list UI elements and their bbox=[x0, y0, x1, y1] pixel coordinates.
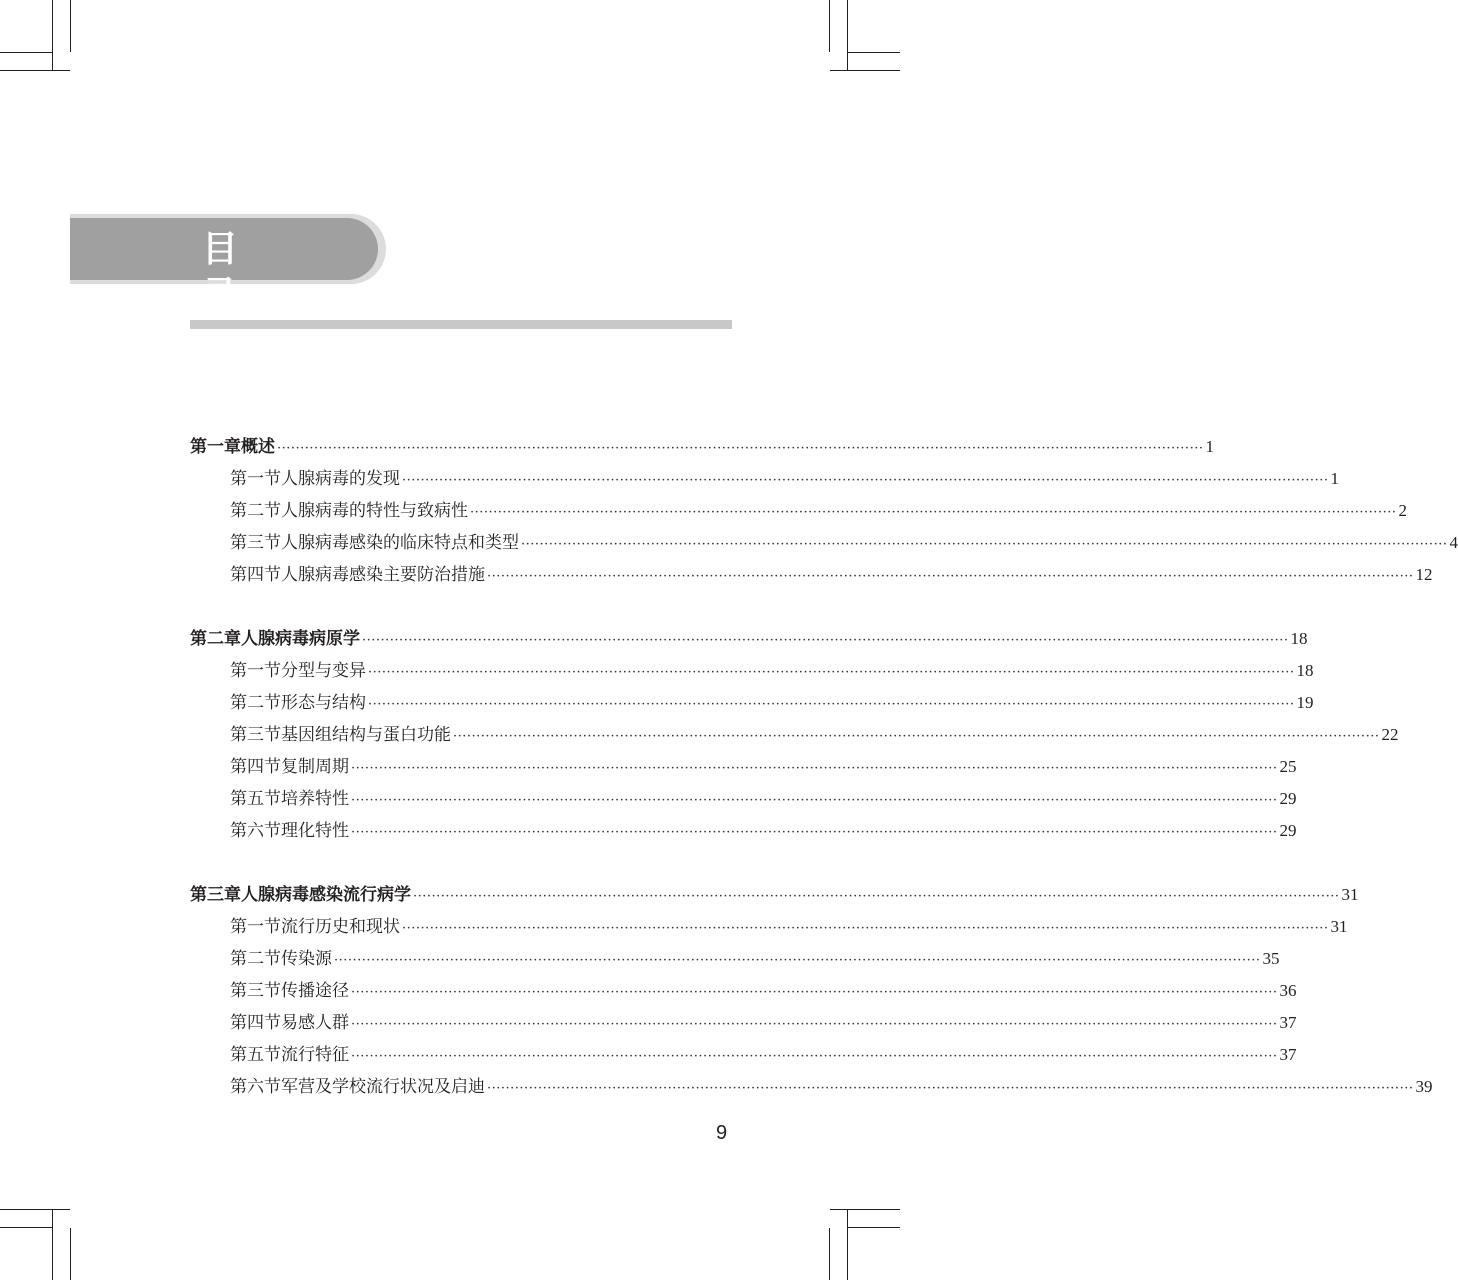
leader-dots: ········································································································································································································ bbox=[277, 441, 1204, 456]
leader-dots: ········································································································································································································ bbox=[470, 505, 1397, 520]
table-of-contents bbox=[190, 432, 1458, 1104]
toc-label: 第二节 bbox=[230, 501, 281, 521]
toc-title: 人腺病毒的发现 bbox=[281, 469, 400, 489]
toc-label: 第二节 bbox=[230, 693, 281, 713]
toc-label: 第二章 bbox=[190, 629, 241, 649]
leader-dots: ········································································································································································································ bbox=[351, 1017, 1278, 1032]
toc-page: 37 bbox=[1279, 1013, 1297, 1032]
leader-dots: ········································································································································································································ bbox=[402, 473, 1329, 488]
toc-label: 第四节 bbox=[230, 1013, 281, 1033]
divider-bar bbox=[190, 320, 732, 329]
toc-title: 形态与结构 bbox=[281, 693, 366, 713]
toc-section-entry[interactable] bbox=[190, 976, 1297, 1008]
leader-dots: ········································································································································································································ bbox=[334, 953, 1261, 968]
toc-title: 传播途径 bbox=[281, 981, 349, 1001]
toc-section-entry[interactable] bbox=[190, 720, 1399, 752]
toc-label: 第四节 bbox=[230, 757, 281, 777]
toc-title: 传染源 bbox=[281, 949, 332, 969]
toc-chapter-entry[interactable] bbox=[190, 432, 1214, 464]
toc-page: 2 bbox=[1398, 501, 1407, 520]
leader-dots: ········································································································································································································ bbox=[521, 537, 1448, 552]
leader-dots: ········································································································································································································ bbox=[351, 793, 1278, 808]
toc-page: 29 bbox=[1279, 821, 1297, 840]
toc-label: 第五节 bbox=[230, 1045, 281, 1065]
toc-section-entry[interactable] bbox=[190, 560, 1433, 592]
toc-title: 分型与变异 bbox=[281, 661, 366, 681]
toc-title: 理化特性 bbox=[281, 821, 349, 841]
toc-section-entry[interactable] bbox=[190, 496, 1407, 528]
toc-page: 36 bbox=[1279, 981, 1297, 1000]
toc-label: 第一节 bbox=[230, 917, 281, 937]
toc-section-entry[interactable] bbox=[190, 1072, 1433, 1104]
page-number: 9 bbox=[716, 1122, 728, 1144]
toc-section-entry[interactable] bbox=[190, 944, 1280, 976]
toc-page: 12 bbox=[1415, 565, 1433, 584]
toc-label: 第三节 bbox=[230, 725, 281, 745]
leader-dots: ········································································································································································································ bbox=[351, 1049, 1278, 1064]
toc-page: 18 bbox=[1290, 629, 1308, 648]
toc-label: 第一节 bbox=[230, 661, 281, 681]
toc-chapter-entry[interactable] bbox=[190, 880, 1359, 912]
toc-title: 复制周期 bbox=[281, 757, 349, 777]
toc-page: 25 bbox=[1279, 757, 1297, 776]
toc-section-entry[interactable] bbox=[190, 912, 1348, 944]
toc-title: 概述 bbox=[241, 437, 275, 457]
leader-dots: ········································································································································································································ bbox=[368, 697, 1295, 712]
toc-page: 31 bbox=[1330, 917, 1348, 936]
toc-section-entry[interactable] bbox=[190, 688, 1314, 720]
leader-dots: ········································································································································································································ bbox=[453, 729, 1380, 744]
toc-label: 第三节 bbox=[230, 533, 281, 553]
toc-label: 第一章 bbox=[190, 437, 241, 457]
toc-section-entry[interactable] bbox=[190, 528, 1458, 560]
toc-title: 培养特性 bbox=[281, 789, 349, 809]
toc-label: 第五节 bbox=[230, 789, 281, 809]
toc-title: 基因组结构与蛋白功能 bbox=[281, 725, 451, 745]
leader-dots: ········································································································································································································ bbox=[351, 825, 1278, 840]
leader-dots: ········································································································································································································ bbox=[487, 1081, 1414, 1096]
leader-dots: ········································································································································································································ bbox=[362, 633, 1289, 648]
toc-title: 人腺病毒的特性与致病性 bbox=[281, 501, 468, 521]
toc-title: 人腺病毒感染流行病学 bbox=[241, 885, 411, 905]
leader-dots: ········································································································································································································ bbox=[368, 665, 1295, 680]
toc-section-entry[interactable] bbox=[190, 1040, 1297, 1072]
toc-page: 29 bbox=[1279, 789, 1297, 808]
toc-title: 人腺病毒感染主要防治措施 bbox=[281, 565, 485, 585]
toc-title: 易感人群 bbox=[281, 1013, 349, 1033]
toc-title: 军营及学校流行状况及启迪 bbox=[281, 1077, 485, 1097]
leader-dots: ········································································································································································································ bbox=[402, 921, 1329, 936]
toc-label: 第四节 bbox=[230, 565, 281, 585]
toc-label: 第一节 bbox=[230, 469, 281, 489]
toc-section-entry[interactable] bbox=[190, 1008, 1297, 1040]
toc-title: 流行特征 bbox=[281, 1045, 349, 1065]
toc-page: 1 bbox=[1330, 469, 1339, 488]
heading-banner bbox=[70, 214, 386, 316]
leader-dots: ········································································································································································································ bbox=[351, 761, 1278, 776]
toc-label: 第六节 bbox=[230, 1077, 281, 1097]
toc-page: 37 bbox=[1279, 1045, 1297, 1064]
toc-page: 4 bbox=[1449, 533, 1458, 552]
toc-title: 流行历史和现状 bbox=[281, 917, 400, 937]
toc-section-entry[interactable] bbox=[190, 784, 1297, 816]
toc-section-entry[interactable] bbox=[190, 752, 1297, 784]
toc-page: 31 bbox=[1341, 885, 1359, 904]
toc-title: 人腺病毒感染的临床特点和类型 bbox=[281, 533, 519, 553]
leader-dots: ········································································································································································································ bbox=[413, 889, 1340, 904]
leader-dots: ········································································································································································································ bbox=[487, 569, 1414, 584]
leader-dots: ········································································································································································································ bbox=[351, 985, 1278, 1000]
toc-section-entry[interactable] bbox=[190, 816, 1297, 848]
toc-section-entry[interactable] bbox=[190, 464, 1339, 496]
toc-page: 18 bbox=[1296, 661, 1314, 680]
toc-page: 22 bbox=[1381, 725, 1399, 744]
toc-label: 第二节 bbox=[230, 949, 281, 969]
page-title: 目录 bbox=[202, 228, 315, 316]
toc-label: 第三章 bbox=[190, 885, 241, 905]
toc-section-entry[interactable] bbox=[190, 656, 1314, 688]
toc-title: 人腺病毒病原学 bbox=[241, 629, 360, 649]
toc-page: 39 bbox=[1415, 1077, 1433, 1096]
toc-page: 1 bbox=[1205, 437, 1214, 456]
toc-chapter-entry[interactable] bbox=[190, 624, 1308, 656]
toc-label: 第六节 bbox=[230, 821, 281, 841]
toc-page: 19 bbox=[1296, 693, 1314, 712]
toc-page: 35 bbox=[1262, 949, 1280, 968]
toc-label: 第三节 bbox=[230, 981, 281, 1001]
